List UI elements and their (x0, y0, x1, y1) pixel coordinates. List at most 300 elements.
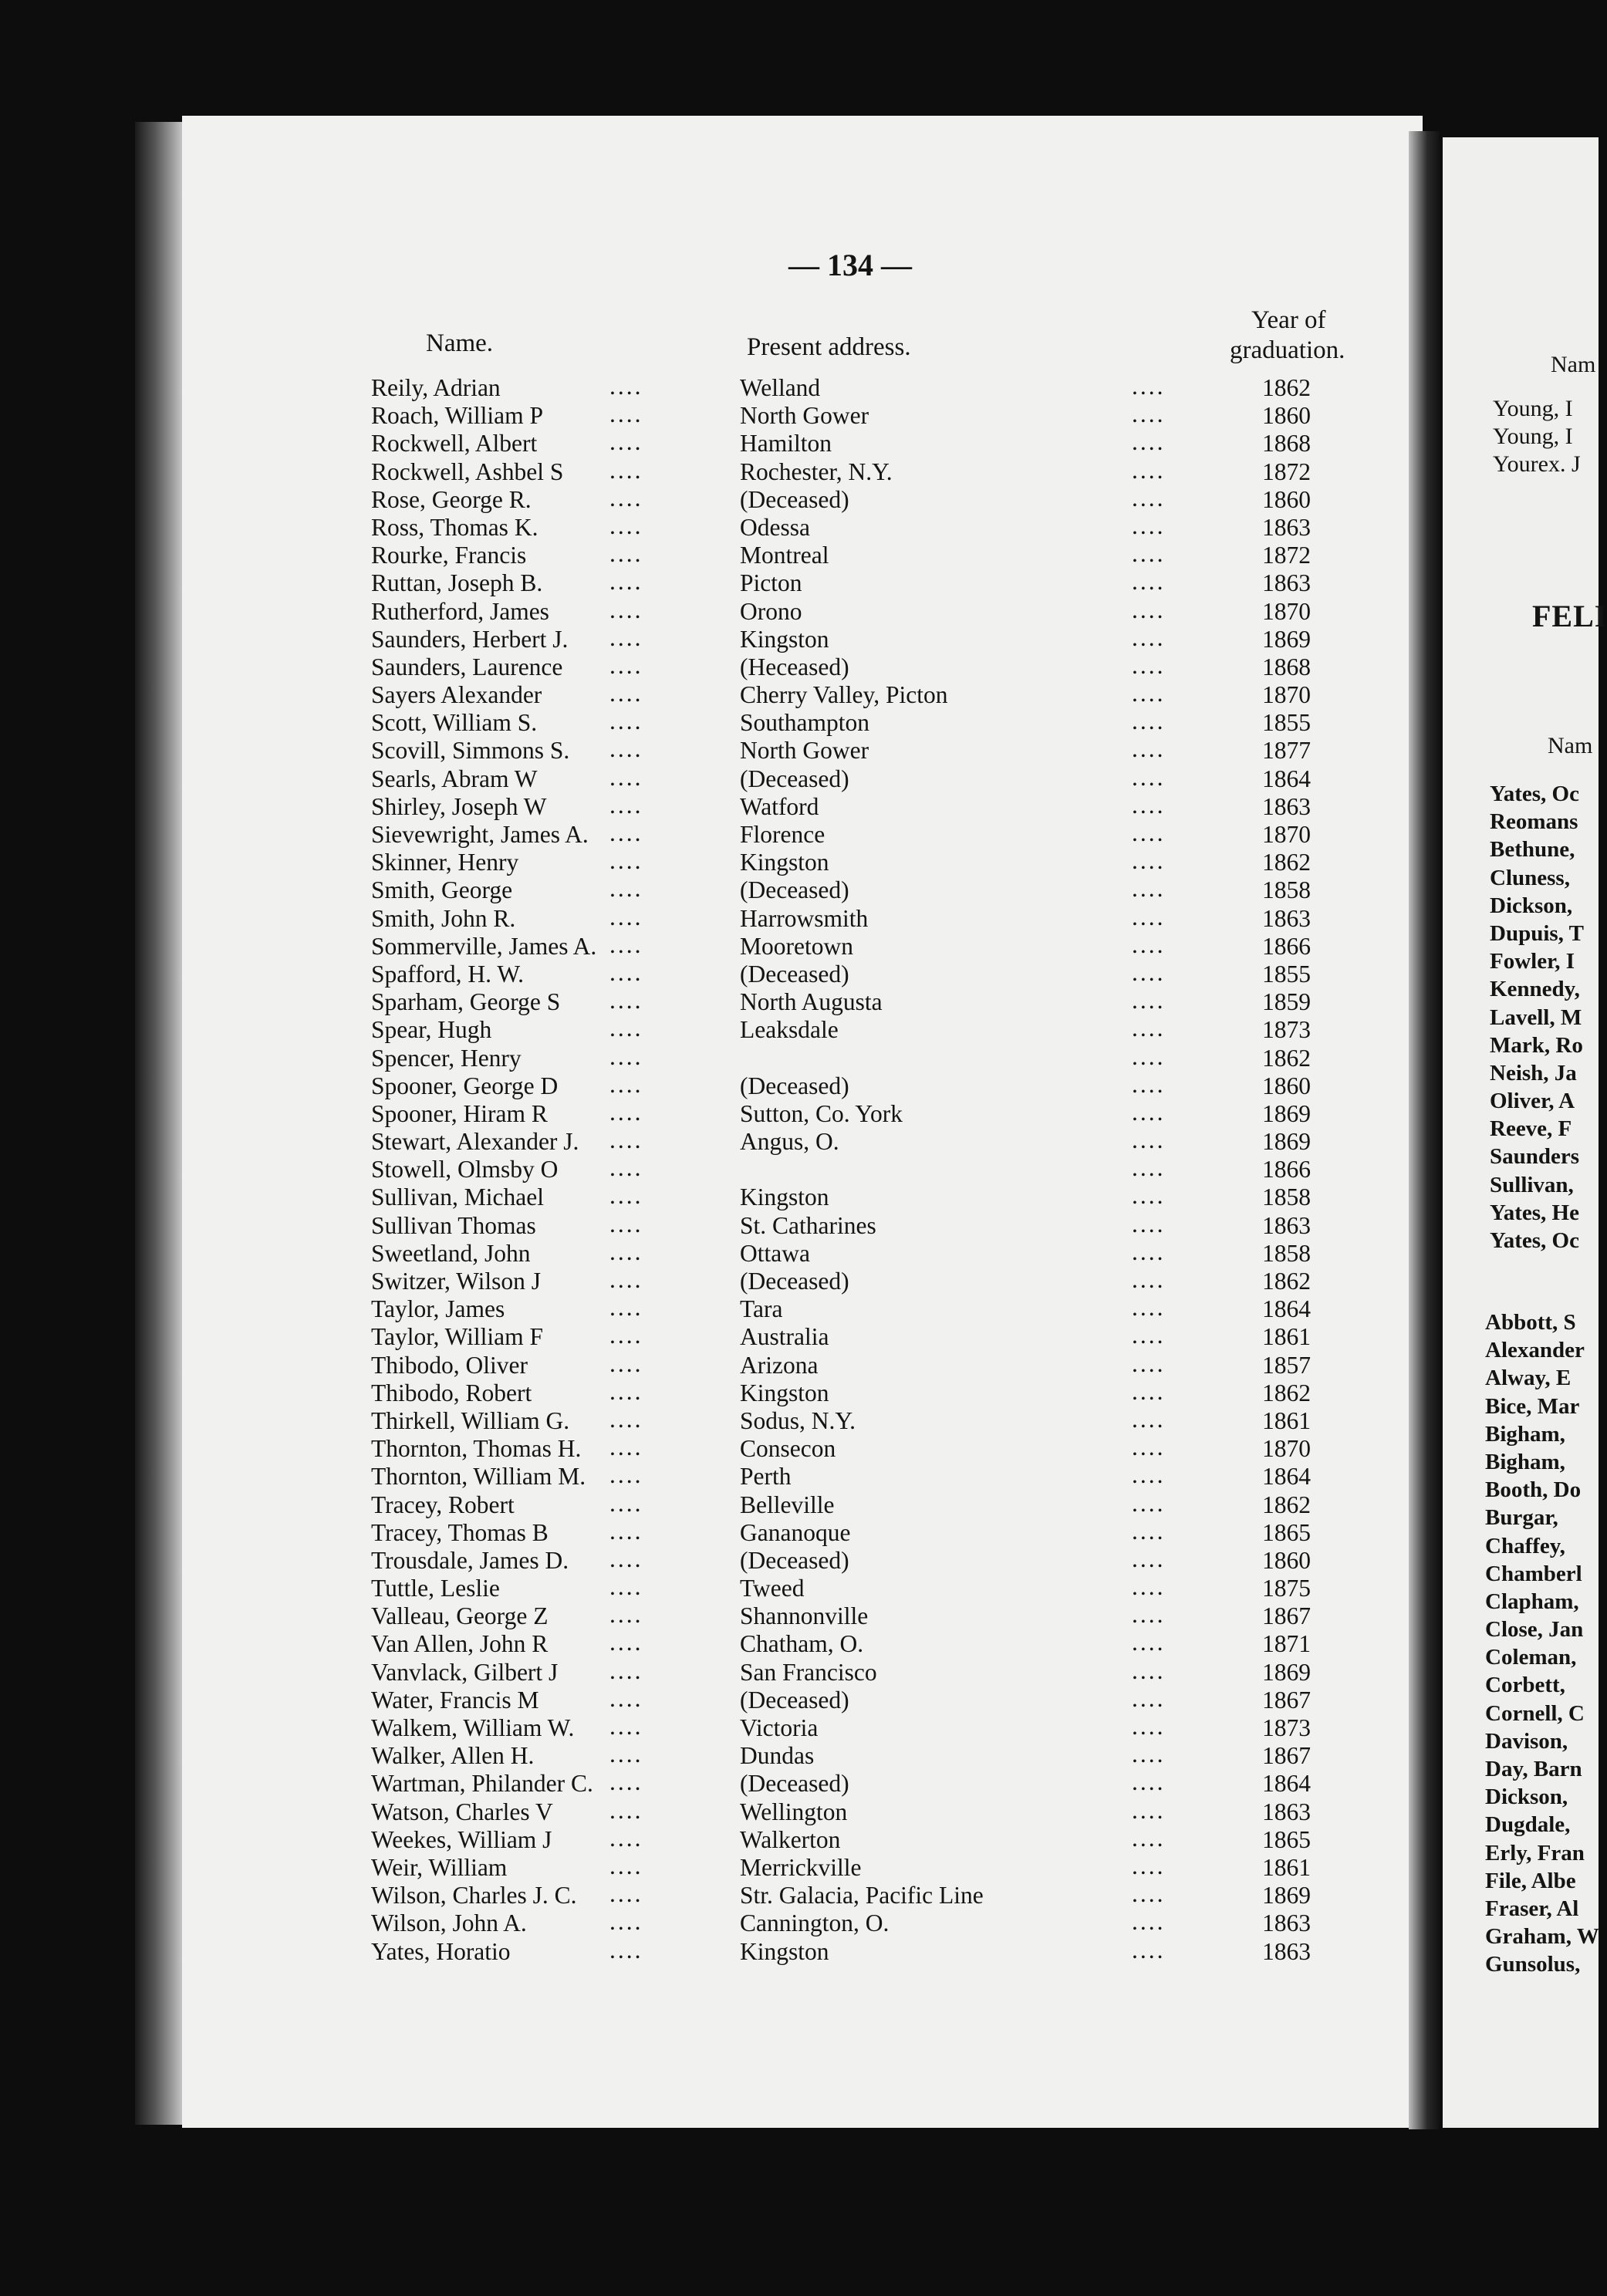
list-item (363, 402, 1381, 430)
list-item (363, 1435, 1381, 1463)
dot-leader: .... (1132, 1517, 1166, 1545)
dot-leader: .... (1132, 456, 1166, 484)
present-address: North Gower (740, 737, 869, 765)
dot-leader: .... (1132, 1489, 1166, 1517)
dot-leader: .... (609, 903, 643, 930)
present-address: Cannington, O. (740, 1909, 890, 1937)
dot-leader: .... (1132, 987, 1166, 1015)
dot-leader: .... (609, 680, 643, 707)
present-address: (Deceased) (740, 876, 849, 904)
graduate-name: Walkem, William W. (371, 1714, 575, 1741)
dot-leader: .... (1132, 400, 1166, 428)
facing-list-item: Abbott, S (1485, 1310, 1576, 1335)
graduate-name: Stowell, Olmsby O (371, 1156, 559, 1183)
present-address: Leaksdale (740, 1016, 839, 1044)
graduation-year: 1868 (1262, 653, 1311, 680)
list-item (363, 1882, 1381, 1909)
column-header-year-line1: Year of (1251, 306, 1326, 334)
graduation-year: 1862 (1262, 1379, 1311, 1406)
present-address: Chatham, O. (740, 1630, 864, 1658)
dot-leader: .... (609, 1126, 643, 1154)
dot-leader: .... (609, 1517, 643, 1545)
graduate-name: Sullivan Thomas (371, 1211, 536, 1239)
column-header-name: Name. (426, 329, 494, 357)
graduation-year: 1869 (1262, 625, 1311, 653)
book-edge (135, 122, 184, 2125)
graduate-name: Thibodo, Robert (371, 1379, 532, 1406)
facing-list-item: Young, I (1493, 424, 1573, 450)
present-address: (Deceased) (740, 1268, 849, 1295)
present-address: Angus, O. (740, 1128, 839, 1156)
dot-leader: .... (1132, 763, 1166, 791)
dot-leader: .... (1132, 1573, 1166, 1601)
present-address: Merrickville (740, 1853, 862, 1881)
graduation-year: 1864 (1262, 1463, 1311, 1491)
present-address: Belleville (740, 1491, 835, 1518)
list-item (363, 1237, 1381, 1268)
list-item (363, 598, 1381, 626)
graduation-year: 1863 (1262, 1937, 1311, 1965)
list-item (363, 1656, 1381, 1687)
dot-leader: .... (1132, 1266, 1166, 1293)
graduate-name: Weekes, William J (371, 1825, 552, 1853)
dot-leader: .... (609, 1210, 643, 1237)
facing-list-item: Young, I (1493, 396, 1573, 421)
graduation-year: 1867 (1262, 1602, 1311, 1630)
dot-leader: .... (609, 875, 643, 903)
dot-leader: .... (1132, 1349, 1166, 1377)
present-address: Kingston (740, 1183, 829, 1211)
dot-leader: .... (609, 1684, 643, 1712)
dot-leader: .... (1132, 1545, 1166, 1572)
dot-leader: .... (609, 540, 643, 568)
graduate-name: Reily, Adrian (371, 374, 501, 401)
dot-leader: .... (609, 1237, 643, 1265)
dot-leader: .... (609, 1322, 643, 1349)
present-address: (Deceased) (740, 485, 849, 513)
graduate-name: Saunders, Laurence (371, 653, 563, 680)
facing-list-item: Yates, He (1490, 1200, 1579, 1225)
graduation-year: 1870 (1262, 597, 1311, 625)
present-address: Str. Galacia, Pacific Line (740, 1882, 984, 1909)
facing-list-item: Chamberl (1485, 1561, 1582, 1586)
graduate-name: Switzer, Wilson J (371, 1268, 542, 1295)
dot-leader: .... (1132, 1070, 1166, 1098)
graduate-name: Searls, Abram W (371, 765, 538, 792)
dot-leader: .... (609, 987, 643, 1015)
column-header-address: Present address. (747, 333, 911, 361)
present-address: San Francisco (740, 1658, 877, 1686)
facing-list-item: Davison, (1485, 1728, 1568, 1754)
dot-leader: .... (1132, 1154, 1166, 1182)
graduate-name: Smith, George (371, 876, 513, 904)
dot-leader: .... (1132, 735, 1166, 763)
dot-leader: .... (609, 1852, 643, 1879)
dot-leader: .... (609, 1573, 643, 1601)
facing-list-item: Coleman, (1485, 1645, 1577, 1670)
graduation-year: 1858 (1262, 876, 1311, 904)
graduate-name: Scovill, Simmons S. (371, 737, 570, 765)
graduation-year: 1863 (1262, 513, 1311, 541)
dot-leader: .... (1132, 373, 1166, 400)
list-item (363, 1826, 1381, 1854)
graduate-name: Scott, William S. (371, 709, 538, 737)
graduation-year: 1866 (1262, 1156, 1311, 1183)
dot-leader: .... (609, 456, 643, 484)
graduation-year: 1861 (1262, 1853, 1311, 1881)
facing-list-item: Yourex. J (1493, 451, 1581, 478)
list-item (363, 1156, 1381, 1183)
graduate-list (363, 374, 1381, 1966)
dot-leader: .... (1132, 1042, 1166, 1070)
dot-leader: .... (609, 735, 643, 763)
dot-leader: .... (609, 1908, 643, 1936)
dot-leader: .... (609, 1266, 643, 1293)
graduation-year: 1877 (1262, 737, 1311, 765)
list-item (363, 486, 1381, 514)
list-item (363, 514, 1381, 542)
graduate-name: Spear, Hugh (371, 1016, 492, 1044)
graduation-year: 1870 (1262, 1435, 1311, 1463)
list-item (363, 623, 1381, 653)
dot-leader: .... (1132, 1656, 1166, 1684)
list-item (363, 737, 1381, 765)
dot-leader: .... (1132, 875, 1166, 903)
dot-leader: .... (609, 428, 643, 456)
dot-leader: .... (1132, 428, 1166, 456)
graduation-year: 1870 (1262, 681, 1311, 709)
present-address: Harrowsmith (740, 904, 869, 932)
list-item (363, 1183, 1381, 1211)
dot-leader: .... (609, 373, 643, 400)
graduate-name: Trousdale, James D. (371, 1546, 569, 1574)
dot-leader: .... (609, 791, 643, 819)
graduate-name: Sweetland, John (371, 1239, 531, 1267)
graduation-year: 1869 (1262, 1658, 1311, 1686)
dot-leader: .... (609, 1405, 643, 1433)
graduate-name: Sayers Alexander (371, 681, 542, 709)
list-item (363, 988, 1381, 1016)
dot-leader: .... (609, 1154, 643, 1182)
graduate-name: Wilson, John A. (371, 1909, 527, 1937)
list-item (363, 821, 1381, 849)
dot-leader: .... (1132, 1629, 1166, 1656)
graduation-year: 1870 (1262, 821, 1311, 848)
dot-leader: .... (609, 1294, 643, 1322)
facing-list-item: Mark, Ro (1490, 1032, 1583, 1058)
graduation-year: 1858 (1262, 1239, 1311, 1267)
graduation-year: 1864 (1262, 765, 1311, 792)
present-address: Rochester, N.Y. (740, 458, 893, 485)
list-item (363, 1714, 1381, 1742)
list-item (363, 1909, 1381, 1937)
present-address: North Gower (740, 402, 869, 430)
facing-list-item: Dickson, (1490, 893, 1573, 918)
dot-leader: .... (1132, 819, 1166, 846)
facing-list-item: Clapham, (1485, 1589, 1579, 1614)
graduate-name: Saunders, Herbert J. (371, 625, 569, 653)
graduate-name: Van Allen, John R (371, 1630, 549, 1658)
list-item (363, 876, 1381, 904)
list-item (363, 653, 1381, 681)
graduation-year: 1875 (1262, 1575, 1311, 1602)
dot-leader: .... (609, 512, 643, 539)
list-item (363, 1742, 1381, 1770)
dot-leader: .... (1132, 1098, 1166, 1126)
facing-list-item: Cornell, C (1485, 1700, 1585, 1726)
facing-list-item: Gunsolus, (1485, 1952, 1581, 1977)
present-address: Australia (740, 1323, 829, 1351)
facing-page (1443, 137, 1607, 2128)
list-item (363, 905, 1381, 933)
present-address: Tara (740, 1295, 783, 1323)
graduate-name: Valleau, George Z (371, 1602, 549, 1630)
present-address: Kingston (740, 849, 829, 876)
list-item (363, 374, 1381, 402)
graduate-name: Thirkell, William G. (371, 1406, 570, 1434)
graduate-name: Vanvlack, Gilbert J (371, 1658, 559, 1686)
list-item (363, 1100, 1381, 1128)
dot-leader: .... (609, 819, 643, 846)
dot-leader: .... (1132, 847, 1166, 875)
graduation-year: 1863 (1262, 569, 1311, 597)
dot-leader: .... (1132, 1824, 1166, 1852)
dot-leader: .... (609, 1629, 643, 1656)
present-address: Picton (740, 569, 802, 597)
dot-leader: .... (1132, 1182, 1166, 1210)
graduation-year: 1873 (1262, 1016, 1311, 1044)
list-item (363, 1770, 1381, 1798)
dot-leader: .... (609, 1042, 643, 1070)
facing-list-item: Bigham, (1485, 1449, 1565, 1474)
facing-list-item: Dupuis, T (1490, 920, 1584, 946)
dot-leader: .... (609, 1098, 643, 1126)
dot-leader: .... (609, 1936, 643, 1963)
dot-leader: .... (609, 400, 643, 428)
graduate-name: Sommerville, James A. (371, 932, 597, 960)
dot-leader: .... (609, 1182, 643, 1210)
present-address: Florence (740, 821, 825, 848)
graduation-year: 1865 (1262, 1518, 1311, 1546)
graduate-name: Sparham, George S (371, 988, 561, 1016)
list-item (363, 1547, 1381, 1575)
graduate-name: Ross, Thomas K. (371, 513, 538, 541)
graduation-year: 1872 (1262, 458, 1311, 485)
present-address: Welland (740, 374, 821, 401)
facing-list-item: Dickson, (1485, 1784, 1568, 1810)
graduate-name: Skinner, Henry (371, 849, 519, 876)
graduate-name: Water, Francis M (371, 1686, 539, 1714)
graduation-year: 1855 (1262, 709, 1311, 737)
facing-list-a (1490, 782, 1584, 1256)
graduate-name: Yates, Horatio (371, 1937, 511, 1965)
graduation-year: 1869 (1262, 1128, 1311, 1156)
graduation-year: 1868 (1262, 430, 1311, 458)
dot-leader: .... (609, 1070, 643, 1098)
facing-list-item: Lavell, M (1490, 1004, 1582, 1030)
facing-list-item: Corbett, (1485, 1673, 1565, 1698)
graduation-year: 1862 (1262, 374, 1311, 401)
dot-leader: .... (609, 651, 643, 679)
list-item (363, 1491, 1381, 1519)
dot-leader: .... (1132, 1322, 1166, 1349)
facing-list-item: File, Albe (1485, 1868, 1576, 1893)
facing-list-item: Booth, Do (1485, 1477, 1582, 1503)
graduation-year: 1863 (1262, 904, 1311, 932)
dot-leader: .... (609, 707, 643, 735)
graduation-year: 1869 (1262, 1882, 1311, 1909)
dot-leader: .... (1132, 1684, 1166, 1712)
list-item (363, 930, 1381, 961)
graduate-name: Thornton, Thomas H. (371, 1435, 582, 1463)
facing-list-item: Alway, E (1485, 1366, 1572, 1391)
present-address: Watford (740, 792, 819, 820)
present-address: (Deceased) (740, 1546, 849, 1574)
list-item (363, 1042, 1381, 1072)
graduate-name: Taylor, William F (371, 1323, 544, 1351)
graduation-year: 1858 (1262, 1183, 1311, 1211)
dot-leader: .... (1132, 1405, 1166, 1433)
list-item (363, 958, 1381, 988)
graduation-year: 1863 (1262, 1909, 1311, 1937)
graduation-year: 1860 (1262, 402, 1311, 430)
graduation-year: 1862 (1262, 849, 1311, 876)
graduation-year: 1855 (1262, 960, 1311, 988)
graduation-year: 1857 (1262, 1351, 1311, 1379)
present-address: Tweed (740, 1575, 805, 1602)
graduation-year: 1860 (1262, 1546, 1311, 1574)
graduation-year: 1864 (1262, 1770, 1311, 1798)
dot-leader: .... (1132, 596, 1166, 623)
list-item (363, 542, 1381, 569)
present-address: Shannonville (740, 1602, 869, 1630)
graduate-name: Weir, William (371, 1853, 508, 1881)
facing-list-item: Chaffey, (1485, 1533, 1565, 1558)
present-address: North Augusta (740, 988, 883, 1016)
graduate-name: Rose, George R. (371, 485, 532, 513)
list-item (363, 1295, 1381, 1323)
list-item (363, 1072, 1381, 1100)
column-header-year-line2: graduation. (1230, 336, 1345, 364)
present-address: St. Catharines (740, 1211, 876, 1239)
facing-list-item: Burgar, (1485, 1505, 1558, 1531)
dot-leader: .... (609, 847, 643, 875)
dot-leader: .... (1132, 707, 1166, 735)
facing-list-item: Fowler, I (1490, 949, 1575, 974)
list-item (363, 1684, 1381, 1714)
facing-list-item: Reomans (1490, 809, 1578, 835)
graduation-year: 1861 (1262, 1406, 1311, 1434)
dot-leader: .... (1132, 651, 1166, 679)
facing-list-item: Bigham, (1485, 1421, 1565, 1447)
graduate-name: Tracey, Thomas B (371, 1518, 549, 1546)
graduate-name: Ruttan, Joseph B. (371, 569, 543, 597)
graduation-year: 1862 (1262, 1044, 1311, 1072)
present-address: Montreal (740, 542, 829, 569)
graduate-name: Rockwell, Albert (371, 430, 538, 458)
list-item (363, 1016, 1381, 1044)
list-item (363, 1128, 1381, 1156)
present-address: Sodus, N.Y. (740, 1406, 856, 1434)
graduate-name: Tracey, Robert (371, 1491, 515, 1518)
graduate-name: Rourke, Francis (371, 542, 527, 569)
facing-list-item: Neish, Ja (1490, 1060, 1577, 1086)
present-address: Kingston (740, 1379, 829, 1406)
graduation-year: 1863 (1262, 792, 1311, 820)
facing-list-item: Oliver, A (1490, 1089, 1575, 1114)
graduate-name: Sullivan, Michael (371, 1183, 544, 1211)
graduate-name: Shirley, Joseph W (371, 792, 547, 820)
facing-list-item: Kennedy, (1490, 977, 1580, 1002)
dot-leader: .... (1132, 512, 1166, 539)
dot-leader: .... (1132, 1237, 1166, 1265)
facing-list-item: Sullivan, (1490, 1172, 1574, 1197)
graduate-name: Thibodo, Oliver (371, 1351, 528, 1379)
facing-header-top: Nam (1551, 352, 1596, 377)
dot-leader: .... (609, 1349, 643, 1377)
dot-leader: .... (609, 1433, 643, 1461)
graduate-name: Spooner, George D (371, 1072, 559, 1099)
facing-header-mid: Nam (1548, 733, 1593, 758)
dot-leader: .... (609, 1741, 643, 1768)
dot-leader: .... (1132, 1908, 1166, 1936)
graduation-year: 1867 (1262, 1742, 1311, 1770)
facing-list-item: Graham, W (1485, 1924, 1599, 1950)
dot-leader: .... (609, 1489, 643, 1517)
present-address: Orono (740, 597, 802, 625)
dot-leader: .... (609, 930, 643, 958)
graduate-name: Watson, Charles V (371, 1798, 553, 1825)
facing-list-item: Saunders (1490, 1144, 1580, 1170)
present-address: Odessa (740, 513, 810, 541)
present-address: (Deceased) (740, 1686, 849, 1714)
list-item (363, 1854, 1381, 1882)
graduate-name: Spafford, H. W. (371, 960, 525, 988)
dot-leader: .... (1132, 1936, 1166, 1963)
dot-leader: .... (1132, 1015, 1166, 1042)
dot-leader: .... (1132, 540, 1166, 568)
dot-leader: .... (1132, 1377, 1166, 1405)
graduation-year: 1859 (1262, 988, 1311, 1016)
present-address: Mooretown (740, 932, 853, 960)
present-address: (Heceased) (740, 653, 849, 680)
list-item (363, 1798, 1381, 1826)
graduation-year: 1863 (1262, 1798, 1311, 1825)
present-address: Wellington (740, 1798, 848, 1825)
dot-leader: .... (1132, 1796, 1166, 1824)
page-number: — 134 — (788, 248, 912, 282)
list-item (363, 1630, 1381, 1658)
dot-leader: .... (1132, 1601, 1166, 1629)
graduation-year: 1866 (1262, 932, 1311, 960)
dot-leader: .... (609, 1656, 643, 1684)
dot-leader: .... (1132, 1294, 1166, 1322)
present-address: Perth (740, 1463, 792, 1491)
present-address: Dundas (740, 1742, 815, 1770)
facing-list-item: Close, Jan (1485, 1617, 1584, 1643)
graduate-name: Smith, John R. (371, 904, 516, 932)
facing-list-item: Bethune, (1490, 837, 1575, 863)
dot-leader: .... (1132, 484, 1166, 512)
graduation-year: 1860 (1262, 1072, 1311, 1099)
list-item (363, 1602, 1381, 1630)
graduate-name: Taylor, James (371, 1295, 505, 1323)
present-address: (Deceased) (740, 960, 849, 988)
list-item (363, 849, 1381, 876)
list-item (363, 1519, 1381, 1547)
dot-leader: .... (1132, 903, 1166, 930)
graduate-name: Thornton, William M. (371, 1463, 586, 1491)
